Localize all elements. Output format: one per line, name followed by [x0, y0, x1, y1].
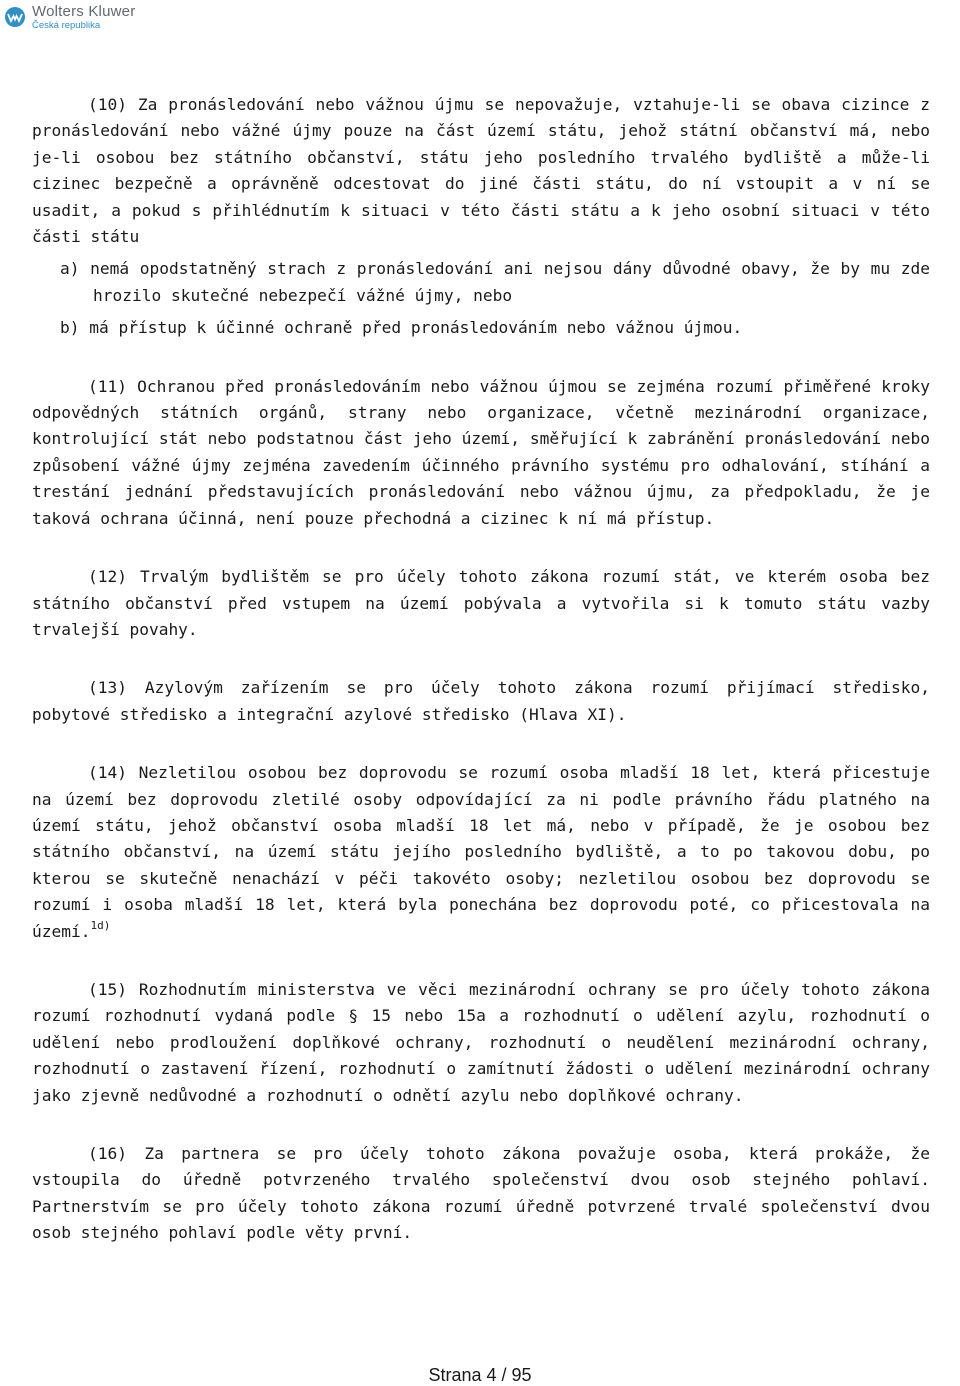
footnote-reference[interactable]: 1d): [90, 918, 111, 932]
wolters-kluwer-logo-icon: [4, 6, 26, 28]
paragraph-10: (10) Za pronásledování nebo vážnou újmu se nepovažuje, vztahuje-li se obava cizince z pronásledování nebo vážné újmy pouze na část území státu, jehož státní občanství má, nebo je-li osobou bez státního občanství, státu jeho posledního trvalého bydliště a může-li cizinec bezpečně a oprávněně odcestovat do jiné části státu, do ní vstoupit a v ní se usadit, a pokud s přihlédnutím k situaci v této části státu a k jeho osobní situaci v této části státu: [32, 95, 930, 247]
paragraph-10-item-a: a) nemá opodstatněný strach z pronásledování ani nejsou dány důvodné obavy, že by mu zde hrozilo skutečné nebezpečí vážné újmy, nebo: [60, 259, 930, 305]
paragraph-14: [32, 760, 930, 945]
paragraph-10-item-b: b) má přístup k účinné ochraně před pronásledováním nebo vážnou újmou.: [60, 318, 743, 338]
paragraph-16: (16) Za partnera se pro účely tohoto zákona považuje osoba, která prokáže, že vstoupila do úředně potvrzeného trvalého společenství dvou osob stejného pohlaví. Partnerstvím se pro účely tohoto zákona rozumí úředně potvrzené trvalé společenství dvou osob stejného pohlaví podle věty první.: [32, 1144, 930, 1243]
paragraph-12: (12) Trvalým bydlištěm se pro účely tohoto zákona rozumí stát, ve kterém osoba bez státního občanství před vstupem na území pobývala a vytvořila si k tomuto státu vazby trvalejší povahy.: [32, 567, 930, 639]
brand-name: Wolters Kluwer: [32, 3, 136, 20]
brand-subtitle: Česká republika: [32, 20, 101, 31]
paragraph-13: (13) Azylovým zařízením se pro účely tohoto zákona rozumí přijímací středisko, pobytové středisko a integrační azylové středisko (Hlava XI).: [32, 678, 930, 724]
page-number: Strana 4 / 95: [428, 1365, 532, 1385]
document-body: [32, 92, 930, 1279]
brand-logo: [4, 4, 135, 36]
paragraph-14-text: (14) Nezletilou osobou bez doprovodu se rozumí osoba mladší 18 let, která přicestuje na území bez doprovodu zletilé osoby odpovídající za ni podle právního řádu platného na území státu, jehož občanství osoba mladší 18 let má, nebo v případě, že je osobou bez státního občanství, na území státu jejího posledního bydliště, a to po takovou dobu, po kterou se skutečně nenachází v péči takovéto osoby; nezletilou osobou bez doprovodu se rozumí i osoba mladší 18 let, která byla ponechána bez doprovodu poté, co přicestovala na území.: [32, 763, 930, 941]
paragraph-15: (15) Rozhodnutím ministerstva ve věci mezinárodní ochrany se pro účely tohoto zákona rozumí rozhodnutí vydaná podle § 15 nebo 15a a rozhodnutí o udělení azylu, rozhodnutí o udělení nebo prodloužení doplňkové ochrany, rozhodnutí o neudělení mezinárodní ochrany, rozhodnutí o zastavení řízení, rozhodnutí o zamítnutí žádosti o udělení mezinárodní ochrany jako zjevně nedůvodné a rozhodnutí o odnětí azylu nebo doplňkové ochrany.: [32, 979, 930, 1105]
paragraph-11: (11) Ochranou před pronásledováním nebo vážnou újmou se zejména rozumí přiměřené kroky odpovědných státních orgánů, strany nebo organizace, včetně mezinárodní organizace, kontrolující stát nebo podstatnou část jeho území, směřující k zabránění pronásledování nebo způsobení vážné újmy zejména zavedením účinného právního systému pro odhalování, stíhání a trestání jednání představujících pronásledování nebo vážnou újmu, za předpokladu, že je taková ochrana účinná, není pouze přechodná a cizinec k ní má přístup.: [32, 376, 930, 528]
